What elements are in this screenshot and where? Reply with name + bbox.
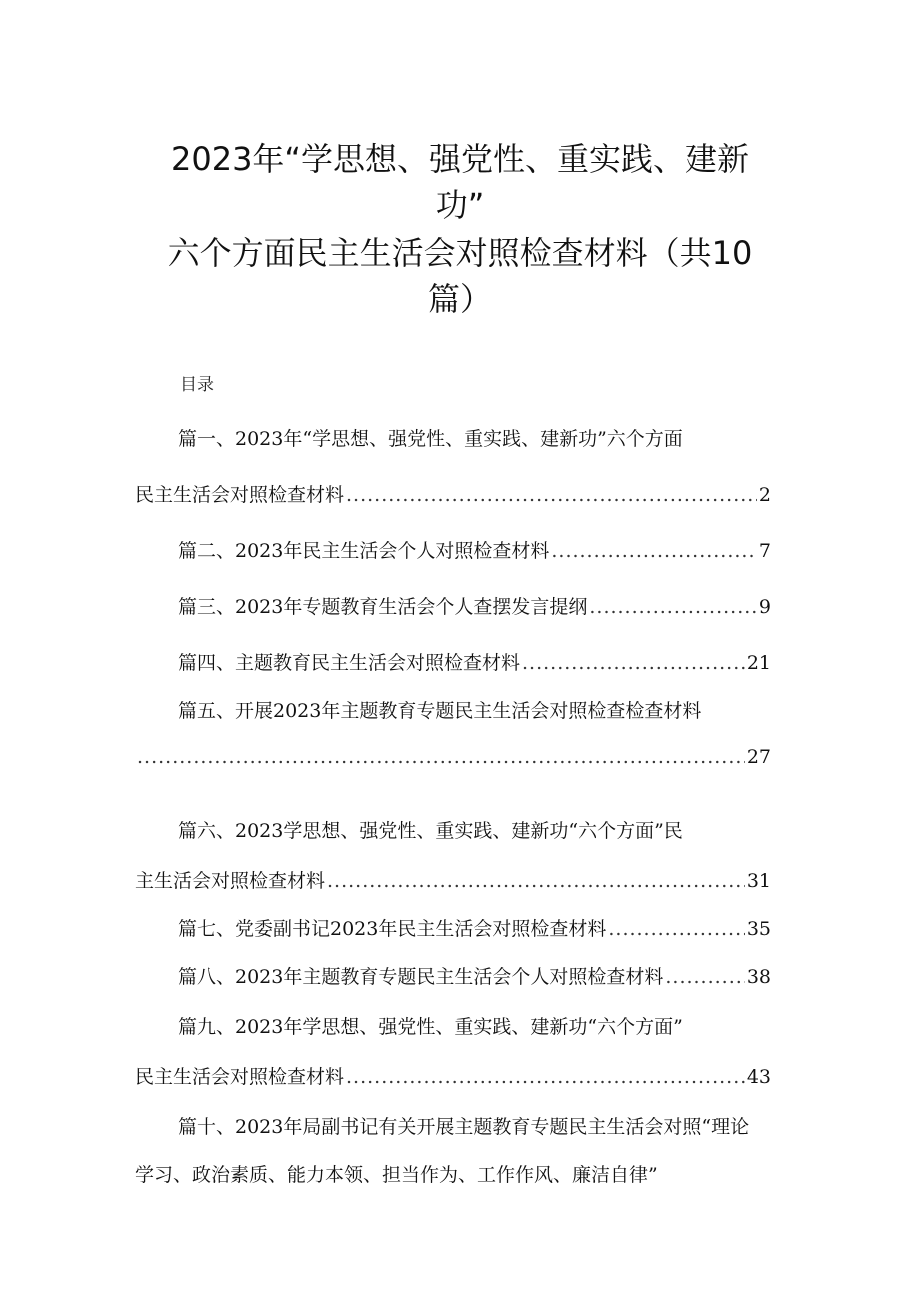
toc-page-number: 7	[758, 540, 771, 562]
toc-entry-label: 民主生活会对照检查材料	[135, 1066, 345, 1088]
toc-entry-label: 民主生活会对照检查材料	[135, 484, 345, 506]
leader-dots	[346, 1066, 745, 1088]
leader-dots	[551, 540, 757, 562]
leader-dots	[522, 652, 745, 674]
toc-entry-1-line2[interactable]	[135, 480, 771, 507]
document-title-line2: 六个方面民主生活会对照检查材料（共10篇）	[167, 234, 753, 318]
toc-page-number: 21	[746, 652, 771, 674]
leader-dots	[665, 966, 744, 988]
toc-entry-label: 篇三、2023年专题教育生活会个人查摆发言提纲	[178, 596, 588, 618]
toc-entry-label: 篇四、主题教育民主生活会对照检查材料	[178, 652, 521, 674]
toc-entry-3[interactable]	[178, 592, 771, 619]
toc-entry-10-line1[interactable]: 篇十、2023年局副书记有关开展主题教育专题民主生活会对照“理论	[178, 1116, 750, 1138]
toc-page-number: 2	[758, 484, 771, 506]
toc-entry-label: 篇八、2023年主题教育专题民主生活会个人对照检查材料	[178, 966, 664, 988]
toc-entry-7[interactable]	[178, 914, 771, 941]
toc-entry-2[interactable]	[178, 536, 771, 563]
document-title-line1: 2023年“学思想、强党性、重实践、建新功”	[170, 140, 750, 224]
toc-page-number: 43	[746, 1066, 771, 1088]
toc-page-number: 31	[746, 870, 771, 892]
toc-entry-9-line1[interactable]: 篇九、2023年学思想、强党性、重实践、建新功“六个方面”	[178, 1016, 683, 1038]
toc-entry-label: 主生活会对照检查材料	[135, 870, 326, 892]
toc-page-number: 27	[746, 746, 771, 768]
leader-dots	[346, 484, 757, 506]
toc-entry-label: 篇七、党委副书记2023年民主生活会对照检查材料	[178, 918, 607, 940]
toc-entry-5-line2[interactable]	[135, 746, 771, 768]
leader-dots	[589, 596, 757, 618]
leader-dots	[137, 746, 745, 768]
toc-entry-1-line1[interactable]: 篇一、2023年“学思想、强党性、重实践、建新功”六个方面	[178, 428, 683, 450]
leader-dots	[327, 870, 745, 892]
toc-entry-9-line2[interactable]	[135, 1062, 771, 1089]
toc-page-number: 35	[746, 918, 771, 940]
toc-entry-5-line1[interactable]: 篇五、开展2023年主题教育专题民主生活会对照检查检查材料	[178, 700, 702, 722]
toc-entry-label: 篇二、2023年民主生活会个人对照检查材料	[178, 540, 550, 562]
toc-entry-10-line2[interactable]: 学习、政治素质、能力本领、担当作为、工作作风、廉洁自律”	[135, 1164, 658, 1186]
toc-entry-8[interactable]	[178, 962, 771, 989]
toc-page-number: 9	[758, 596, 771, 618]
leader-dots	[608, 918, 744, 940]
toc-page-number: 38	[746, 966, 771, 988]
toc-entry-4[interactable]	[178, 648, 771, 675]
toc-entry-6-line1[interactable]: 篇六、2023学思想、强党性、重实践、建新功“六个方面”民	[178, 820, 683, 842]
toc-heading: 目录	[180, 375, 214, 395]
toc-entry-6-line2[interactable]	[135, 866, 771, 893]
